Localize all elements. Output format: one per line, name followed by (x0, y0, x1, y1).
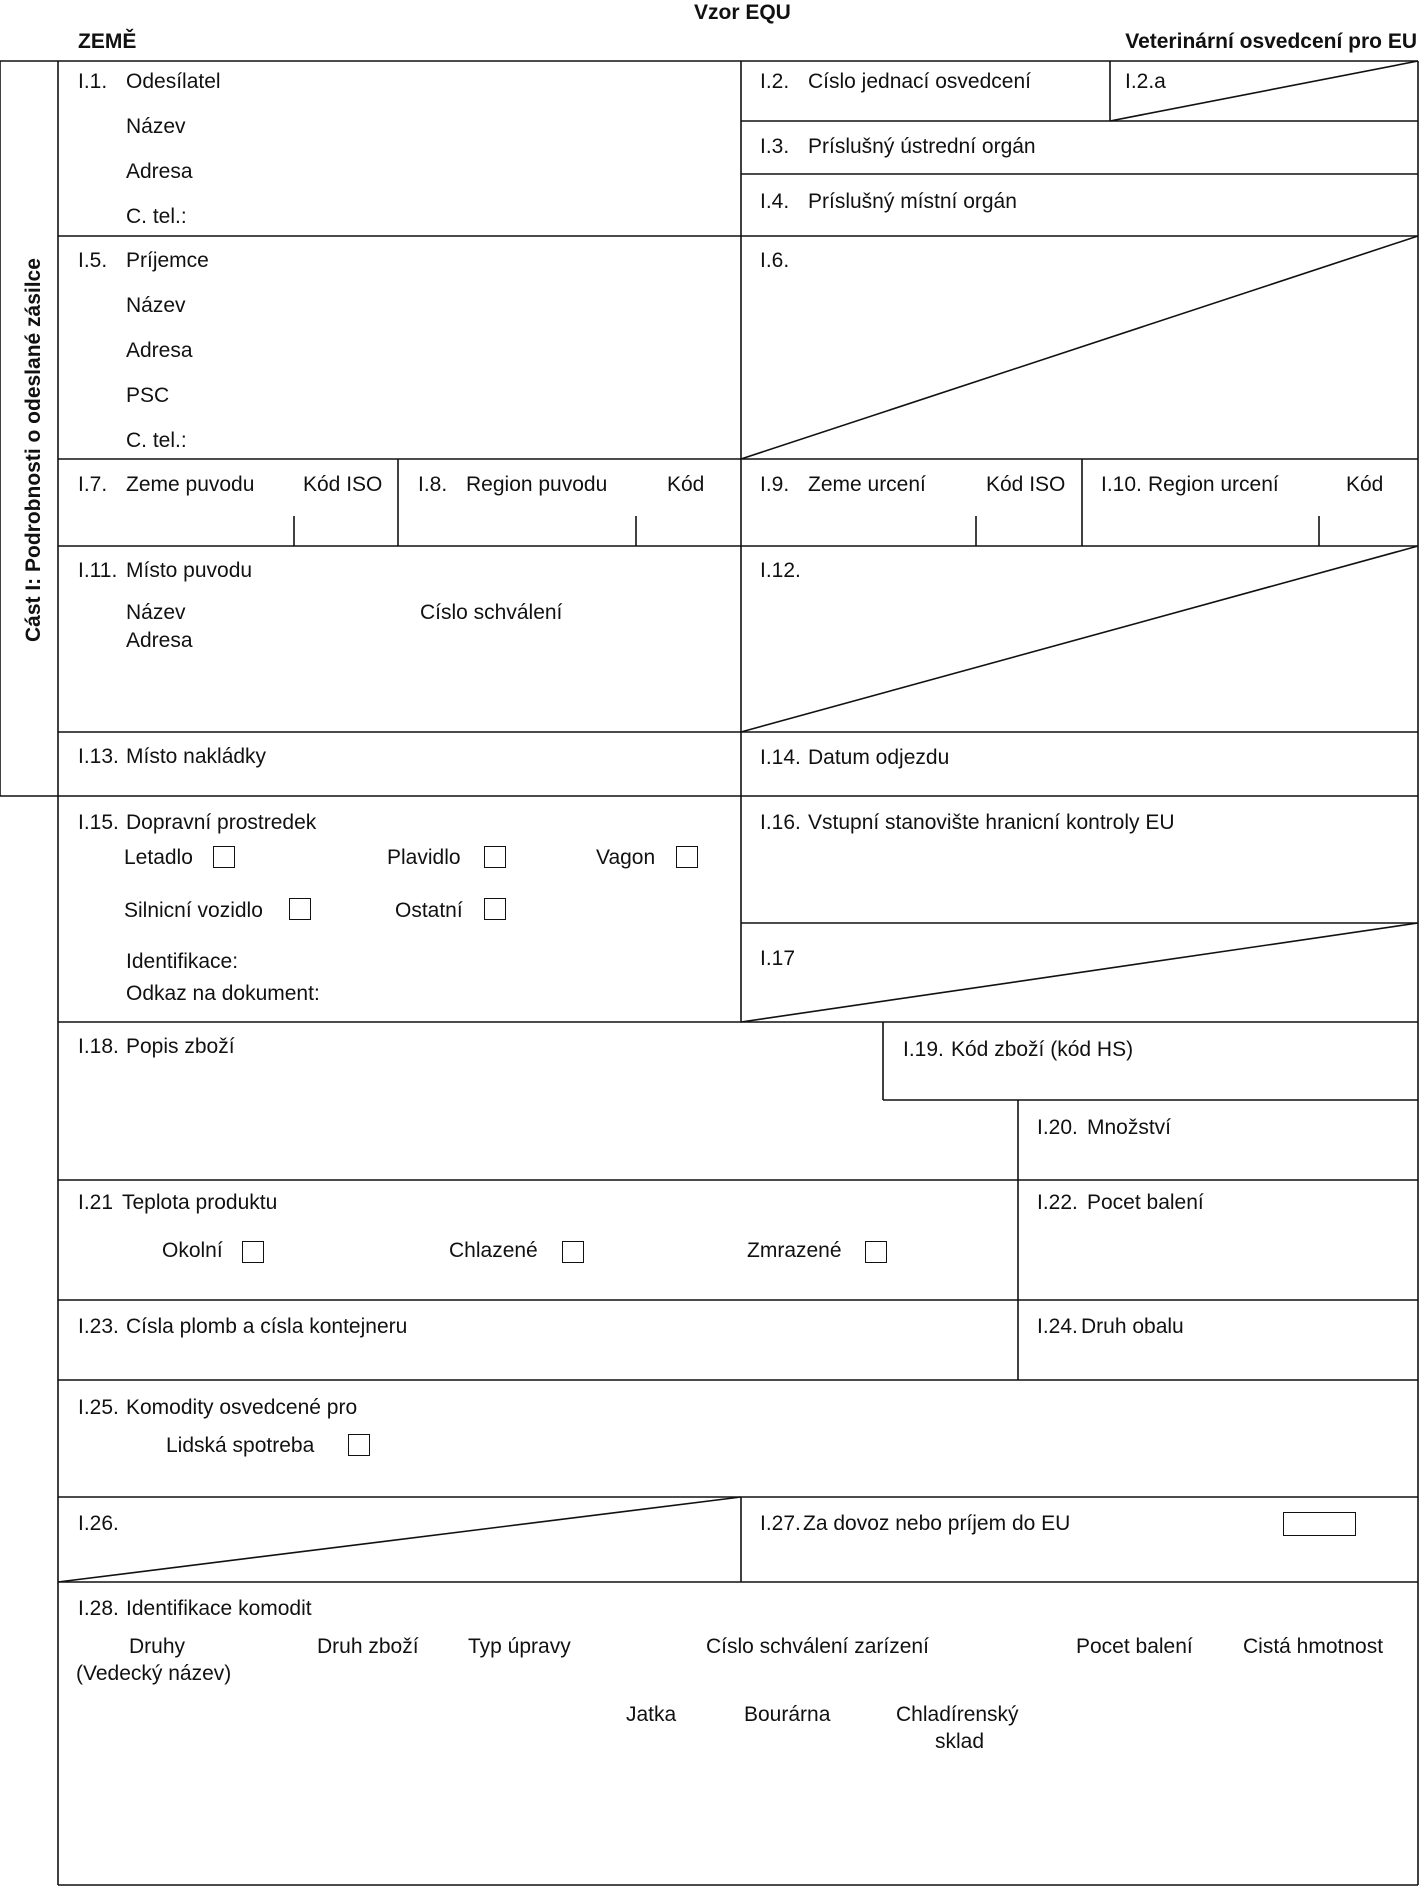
import-entry-checkbox[interactable] (1283, 1512, 1356, 1536)
field-num: I.26. (78, 1512, 119, 1535)
ambient-label: Okolní (162, 1239, 223, 1262)
package-count-label: Pocet balení (1087, 1191, 1204, 1214)
field-num: I.7. (78, 473, 108, 496)
field-num: I.17 (760, 947, 796, 970)
import-entry-label: Za dovoz nebo príjem do EU (803, 1512, 1071, 1535)
aircraft-label: Letadlo (124, 846, 193, 869)
approval-number-label: Císlo schválení (420, 601, 563, 624)
cutting-plant-subheader: Bourárna (744, 1703, 831, 1726)
consignor-address-label: Adresa (126, 160, 193, 183)
field-num: I.9. (760, 473, 790, 496)
treatment-column-header: Typ úpravy (468, 1635, 571, 1658)
field-num: I.12. (760, 559, 801, 582)
field-num: I.10. (1101, 473, 1142, 496)
vessel-label: Plavidlo (387, 846, 461, 869)
ambient-checkbox[interactable] (242, 1241, 264, 1263)
country-heading: ZEMĚ (78, 30, 137, 53)
place-origin-name-label: Název (126, 601, 186, 624)
chilled-checkbox[interactable] (562, 1241, 584, 1263)
consignee-postcode-label: PSC (126, 384, 170, 407)
consignor-label: Odesílatel (126, 70, 221, 93)
field-num: I.21 (78, 1191, 114, 1214)
field-num: I.14. (760, 746, 801, 769)
certificate-heading: Veterinární osvedcení pro EU (1125, 30, 1417, 53)
field-num: I.8. (418, 473, 448, 496)
scientific-name-header: (Vedecký název) (76, 1662, 232, 1685)
seal-container-label: Císla plomb a císla kontejneru (126, 1315, 408, 1338)
field-num: I.24. (1037, 1315, 1078, 1338)
human-consumption-label: Lidská spotreba (166, 1434, 315, 1457)
consignor-name-label: Název (126, 115, 186, 138)
quantity-label: Množství (1087, 1116, 1172, 1139)
field-num: I.15. (78, 811, 119, 834)
code-label: Kód (1346, 473, 1384, 496)
form-title: Vzor EQU (694, 1, 791, 24)
field-num: I.28. (78, 1597, 119, 1620)
field-num: I.2. (760, 70, 790, 93)
commodity-code-label: Kód zboží (kód HS) (951, 1038, 1134, 1061)
road-vehicle-label: Silnicní vozidlo (124, 899, 263, 922)
part-one-label: Cást I: Podrobnosti o odeslané zásilce (22, 258, 45, 642)
place-loading-label: Místo nakládky (126, 745, 267, 768)
field-num: I.2.a (1125, 70, 1166, 93)
country-origin-label: Zeme puvodu (126, 473, 255, 496)
slaughterhouse-subheader: Jatka (626, 1703, 677, 1726)
consignee-tel-label: C. tel.: (126, 429, 187, 452)
field-num: I.16. (760, 811, 801, 834)
human-consumption-checkbox[interactable] (348, 1434, 370, 1456)
other-transport-label: Ostatní (395, 899, 463, 922)
frozen-checkbox[interactable] (865, 1241, 887, 1263)
central-authority-label: Príslušný ústrední orgán (808, 135, 1036, 158)
field-num: I.23. (78, 1315, 119, 1338)
field-num: I.27. (760, 1512, 801, 1535)
approval-column-header: Císlo schválení zarízení (706, 1635, 929, 1658)
road-vehicle-checkbox[interactable] (289, 898, 311, 920)
field-num: I.5. (78, 249, 108, 272)
field-num: I.1. (78, 70, 108, 93)
field-num: I.18. (78, 1035, 119, 1058)
border-post-label: Vstupní stanovište hranicní kontroly EU (808, 811, 1175, 834)
wagon-checkbox[interactable] (676, 846, 698, 868)
wagon-label: Vagon (596, 846, 656, 869)
packaging-type-label: Druh obalu (1081, 1315, 1184, 1338)
departure-date-label: Datum odjezdu (808, 746, 950, 769)
commodity-identification-label: Identifikace komodit (126, 1597, 312, 1620)
chilled-label: Chlazené (449, 1239, 538, 1262)
field-num: I.19. (903, 1038, 944, 1061)
document-reference-label: Odkaz na dokument: (126, 982, 320, 1005)
cold-store-subheader: Chladírenský (896, 1703, 1019, 1726)
certified-for-label: Komodity osvedcené pro (126, 1396, 358, 1419)
field-num: I.4. (760, 190, 790, 213)
iso-code-label: Kód ISO (986, 473, 1066, 496)
identification-label: Identifikace: (126, 950, 239, 973)
field-num: I.20. (1037, 1116, 1078, 1139)
vessel-checkbox[interactable] (484, 846, 506, 868)
region-destination-label: Region urcení (1148, 473, 1279, 496)
other-transport-checkbox[interactable] (484, 898, 506, 920)
packages-column-header: Pocet balení (1076, 1635, 1193, 1658)
certificate-reference-label: Císlo jednací osvedcení (808, 70, 1031, 93)
consignee-name-label: Název (126, 294, 186, 317)
field-num: I.6. (760, 249, 790, 272)
field-num: I.3. (760, 135, 790, 158)
region-origin-label: Region puvodu (466, 473, 608, 496)
species-column-header: Druhy (129, 1635, 186, 1658)
field-num: I.13. (78, 745, 119, 768)
goods-description-label: Popis zboží (126, 1035, 235, 1058)
place-origin-address-label: Adresa (126, 629, 193, 652)
consignor-tel-label: C. tel.: (126, 205, 187, 228)
nature-column-header: Druh zboží (317, 1635, 419, 1658)
iso-code-label: Kód ISO (303, 473, 383, 496)
field-num: I.22. (1037, 1191, 1078, 1214)
aircraft-checkbox[interactable] (213, 846, 235, 868)
product-temperature-label: Teplota produktu (122, 1191, 278, 1214)
local-authority-label: Príslušný místní orgán (808, 190, 1017, 213)
transport-means-label: Dopravní prostredek (126, 811, 317, 834)
country-destination-label: Zeme urcení (808, 473, 926, 496)
code-label: Kód (667, 473, 705, 496)
consignee-label: Príjemce (126, 249, 209, 272)
cold-store-subheader-line2: sklad (935, 1730, 985, 1753)
net-weight-column-header: Cistá hmotnost (1243, 1635, 1384, 1658)
frozen-label: Zmrazené (747, 1239, 842, 1262)
consignee-address-label: Adresa (126, 339, 193, 362)
field-num: I.11. (78, 559, 118, 582)
place-origin-label: Místo puvodu (126, 559, 253, 582)
field-num: I.25. (78, 1396, 119, 1419)
